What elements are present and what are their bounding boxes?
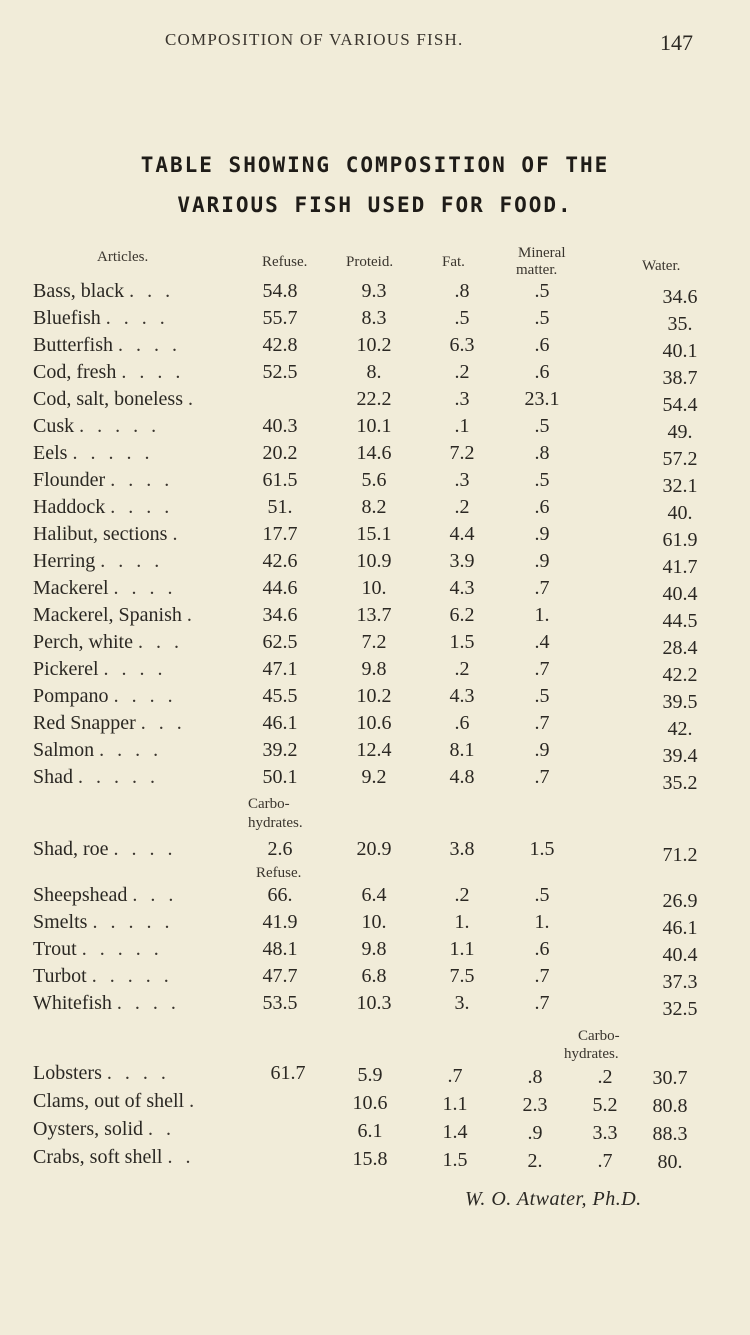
cell-refuse: 46.1 bbox=[262, 712, 298, 734]
cell-proteid: 13.7 bbox=[356, 604, 392, 626]
cell-water: 35. bbox=[667, 313, 693, 335]
leader-dots: . . bbox=[148, 1118, 175, 1140]
leader-dots: . . . . bbox=[110, 469, 174, 491]
article-name bbox=[33, 388, 197, 411]
cell-proteid: 20.9 bbox=[356, 838, 392, 860]
table-title-line-1: TABLE SHOWING COMPOSITION OF THE bbox=[140, 153, 610, 177]
leader-dots: . . . . . bbox=[79, 415, 161, 437]
cell-fat: 1. bbox=[454, 911, 470, 933]
cell-fat: .2 bbox=[454, 884, 470, 906]
article-label: Trout bbox=[33, 938, 77, 960]
article-label: Oysters, solid bbox=[33, 1118, 143, 1140]
cell-proteid: 10.3 bbox=[356, 992, 392, 1014]
cell-water: 49. bbox=[667, 421, 693, 443]
cell-refuse: 34.6 bbox=[262, 604, 298, 626]
cell-proteid: 5.6 bbox=[361, 469, 387, 491]
header-refuse: Refuse. bbox=[262, 254, 308, 270]
leader-dots: . . . . bbox=[113, 685, 177, 707]
article-name bbox=[33, 884, 177, 907]
cell-mineral: .6 bbox=[534, 496, 550, 518]
cell-mineral: .5 bbox=[534, 469, 550, 491]
cell-water: 40. bbox=[667, 502, 693, 524]
article-label: Turbot bbox=[33, 965, 87, 987]
cell-water: 32.1 bbox=[662, 475, 698, 497]
article-name bbox=[33, 766, 159, 789]
cell-fat: .1 bbox=[454, 415, 470, 437]
leader-dots: . . . . . bbox=[92, 911, 174, 933]
article-label: Crabs, soft shell bbox=[33, 1146, 163, 1168]
cell-proteid: 9.3 bbox=[361, 280, 387, 302]
article-label: Bass, black bbox=[33, 280, 125, 302]
cell-mineral: .8 bbox=[534, 442, 550, 464]
cell-fat: .3 bbox=[454, 388, 470, 410]
article-name bbox=[33, 631, 183, 654]
article-name bbox=[33, 712, 186, 735]
cell-fat: 1.1 bbox=[442, 1093, 468, 1115]
article-label: Eels bbox=[33, 442, 68, 464]
article-name bbox=[33, 739, 162, 762]
cell-fat: .3 bbox=[454, 469, 470, 491]
article-name bbox=[33, 1146, 194, 1169]
cell-mineral: .9 bbox=[534, 523, 550, 545]
cell-carbohydrates: 2.6 bbox=[267, 838, 293, 860]
cell-proteid: 10.2 bbox=[356, 334, 392, 356]
article-name bbox=[33, 911, 173, 934]
article-name bbox=[33, 523, 181, 546]
cell-proteid: 10.6 bbox=[352, 1092, 388, 1114]
cell-water: 34.6 bbox=[662, 286, 698, 308]
header-fat: Fat. bbox=[442, 254, 465, 270]
cell-refuse: 48.1 bbox=[262, 938, 298, 960]
cell-carbohydrates: 5.2 bbox=[592, 1094, 618, 1116]
cell-mineral: .7 bbox=[534, 766, 550, 788]
cell-fat: 1.5 bbox=[442, 1149, 468, 1171]
article-label: Perch, white bbox=[33, 631, 133, 653]
article-name bbox=[33, 1062, 170, 1085]
cell-refuse: 44.6 bbox=[262, 577, 298, 599]
cell-water: 42. bbox=[667, 718, 693, 740]
cell-proteid: 5.9 bbox=[357, 1064, 383, 1086]
cell-carbohydrates: .2 bbox=[597, 1066, 613, 1088]
header-mineral-line-1: Mineral bbox=[518, 245, 566, 261]
cell-refuse: 45.5 bbox=[262, 685, 298, 707]
cell-proteid: 10.2 bbox=[356, 685, 392, 707]
article-label: Flounder bbox=[33, 469, 106, 491]
cell-mineral: .7 bbox=[534, 992, 550, 1014]
cell-refuse: 17.7 bbox=[262, 523, 298, 545]
leader-dots: . . . . bbox=[118, 334, 181, 356]
cell-water: 30.7 bbox=[652, 1067, 688, 1089]
header-mineral-line-2: matter. bbox=[516, 262, 558, 278]
cell-mineral: 23.1 bbox=[524, 388, 560, 410]
leader-dots: . . . . bbox=[116, 992, 180, 1014]
cell-refuse: 55.7 bbox=[262, 307, 298, 329]
article-name bbox=[33, 442, 153, 465]
cell-mineral: .6 bbox=[534, 938, 550, 960]
article-name bbox=[33, 550, 163, 573]
cell-water: 61.9 bbox=[662, 529, 698, 551]
article-label: Bluefish bbox=[33, 307, 101, 329]
cell-fat: 4.3 bbox=[449, 577, 475, 599]
cell-water: 40.4 bbox=[662, 944, 698, 966]
cell-fat: 6.2 bbox=[449, 604, 475, 626]
cell-water: 41.7 bbox=[662, 556, 698, 578]
cell-water: 46.1 bbox=[662, 917, 698, 939]
cell-mineral: 2.3 bbox=[522, 1094, 548, 1116]
cell-water: 39.4 bbox=[662, 745, 698, 767]
cell-refuse: 47.1 bbox=[262, 658, 298, 680]
cell-proteid: 10.1 bbox=[356, 415, 392, 437]
cell-proteid: 10.9 bbox=[356, 550, 392, 572]
cell-water: 88.3 bbox=[652, 1123, 688, 1145]
cell-refuse: 62.5 bbox=[262, 631, 298, 653]
cell-mineral: .5 bbox=[534, 280, 550, 302]
article-name bbox=[33, 361, 184, 384]
cell-water: 35.2 bbox=[662, 772, 698, 794]
cell-proteid: 15.8 bbox=[352, 1148, 388, 1170]
article-name bbox=[33, 415, 160, 438]
cell-proteid: 22.2 bbox=[356, 388, 392, 410]
cell-mineral: .7 bbox=[534, 658, 550, 680]
leader-dots: . . . . bbox=[106, 1062, 170, 1084]
leader-dots: . . . . bbox=[121, 361, 185, 383]
leader-dots: . . bbox=[167, 1146, 195, 1168]
header-articles: Articles. bbox=[97, 249, 149, 265]
cell-mineral: .5 bbox=[534, 307, 550, 329]
cell-fat: .5 bbox=[454, 307, 470, 329]
table-title-line-2: VARIOUS FISH USED FOR FOOD. bbox=[177, 193, 573, 217]
header-proteid: Proteid. bbox=[346, 254, 394, 270]
cell-mineral: 1.5 bbox=[529, 838, 555, 860]
cell-mineral: .5 bbox=[534, 685, 550, 707]
leader-dots: . bbox=[188, 388, 197, 410]
article-label: Cod, salt, boneless bbox=[33, 388, 183, 410]
cell-water: 80. bbox=[657, 1151, 683, 1173]
cell-proteid: 8.2 bbox=[361, 496, 387, 518]
leader-dots: . . . bbox=[129, 280, 175, 302]
article-label: Sheepshead bbox=[33, 884, 128, 906]
article-label: Herring bbox=[33, 550, 96, 572]
leader-dots: . . . . bbox=[113, 838, 177, 860]
cell-fat: 3.8 bbox=[449, 838, 475, 860]
cell-water: 44.5 bbox=[662, 610, 698, 632]
cell-water: 57.2 bbox=[662, 448, 698, 470]
page-number: 147 bbox=[660, 30, 693, 55]
leader-dots: . . . . bbox=[103, 658, 167, 680]
cell-mineral: .9 bbox=[527, 1122, 543, 1144]
cell-refuse: 61.5 bbox=[262, 469, 298, 491]
cell-proteid: 10.6 bbox=[356, 712, 392, 734]
cell-water: 39.5 bbox=[662, 691, 698, 713]
cell-water: 80.8 bbox=[652, 1095, 688, 1117]
article-label: Red Snapper bbox=[33, 712, 136, 734]
article-name bbox=[33, 938, 163, 961]
cell-mineral: .9 bbox=[534, 550, 550, 572]
article-name bbox=[33, 307, 169, 330]
cell-mineral: .4 bbox=[534, 631, 550, 653]
article-label: Salmon bbox=[33, 739, 95, 761]
cell-fat: 7.5 bbox=[449, 965, 475, 987]
cell-proteid: 12.4 bbox=[356, 739, 392, 761]
cell-fat: 1.1 bbox=[449, 938, 475, 960]
cell-fat: 6.3 bbox=[449, 334, 475, 356]
cell-water: 26.9 bbox=[662, 890, 698, 912]
leader-dots: . . . . . bbox=[78, 766, 159, 788]
cell-fat: 1.4 bbox=[442, 1121, 468, 1143]
cell-refuse: 20.2 bbox=[262, 442, 298, 464]
cell-fat: .6 bbox=[454, 712, 470, 734]
cell-mineral: .6 bbox=[534, 334, 550, 356]
article-name bbox=[33, 334, 181, 357]
cell-proteid: 14.6 bbox=[356, 442, 392, 464]
cell-proteid: 10. bbox=[361, 911, 387, 933]
carbo-label-line-1: Carbo- bbox=[248, 796, 290, 812]
cell-water: 40.1 bbox=[662, 340, 698, 362]
cell-mineral: .5 bbox=[534, 884, 550, 906]
cell-mineral: 2. bbox=[527, 1150, 543, 1172]
cell-proteid: 9.2 bbox=[361, 766, 387, 788]
article-name bbox=[33, 965, 173, 988]
leader-dots: . . . bbox=[132, 884, 178, 906]
cell-water: 71.2 bbox=[662, 844, 698, 866]
cell-fat: 7.2 bbox=[449, 442, 475, 464]
cell-carbohydrates: .7 bbox=[597, 1150, 613, 1172]
cell-proteid: 7.2 bbox=[361, 631, 387, 653]
carbo-label-line-2: hydrates. bbox=[248, 815, 303, 831]
cell-fat: 4.3 bbox=[449, 685, 475, 707]
signature: W. O. Atwater, Ph.D. bbox=[465, 1188, 642, 1210]
cell-refuse: 61.7 bbox=[270, 1062, 306, 1084]
leader-dots: . bbox=[189, 1090, 199, 1112]
cell-refuse: 51. bbox=[267, 496, 293, 518]
leader-dots: . . . bbox=[137, 631, 183, 653]
cell-proteid: 9.8 bbox=[361, 658, 387, 680]
cell-fat: 8.1 bbox=[449, 739, 475, 761]
article-label: Mackerel bbox=[33, 577, 109, 599]
cell-proteid: 10. bbox=[361, 577, 387, 599]
article-label: Halibut, sections bbox=[33, 523, 168, 545]
cell-fat: 4.4 bbox=[449, 523, 475, 545]
cell-water: 38.7 bbox=[662, 367, 698, 389]
cell-fat: .8 bbox=[454, 280, 470, 302]
cell-refuse: 42.6 bbox=[262, 550, 298, 572]
article-name bbox=[33, 685, 177, 708]
cell-proteid: 6.8 bbox=[361, 965, 387, 987]
cell-proteid: 6.1 bbox=[357, 1120, 383, 1142]
article-name bbox=[33, 496, 173, 519]
cell-proteid: 6.4 bbox=[361, 884, 387, 906]
cell-proteid: 8. bbox=[366, 361, 382, 383]
cell-fat: .7 bbox=[447, 1065, 463, 1087]
article-name bbox=[33, 1090, 198, 1113]
cell-refuse: 47.7 bbox=[262, 965, 298, 987]
leader-dots: . . . . bbox=[113, 577, 177, 599]
cell-refuse: 53.5 bbox=[262, 992, 298, 1014]
article-label: Shad, roe bbox=[33, 838, 109, 860]
cell-refuse: 52.5 bbox=[262, 361, 298, 383]
cell-proteid: 15.1 bbox=[356, 523, 392, 545]
article-name bbox=[33, 838, 177, 861]
refuse-label: Refuse. bbox=[256, 865, 302, 881]
article-name bbox=[33, 992, 180, 1015]
cell-mineral: 1. bbox=[534, 911, 550, 933]
cell-refuse: 40.3 bbox=[262, 415, 298, 437]
cell-fat: .2 bbox=[454, 496, 470, 518]
shellfish-carbo-label-line-2: hydrates. bbox=[564, 1046, 619, 1062]
article-name bbox=[33, 1118, 175, 1141]
cell-water: 42.2 bbox=[662, 664, 698, 686]
cell-fat: 1.5 bbox=[449, 631, 475, 653]
cell-water: 54.4 bbox=[662, 394, 698, 416]
cell-refuse: 39.2 bbox=[262, 739, 298, 761]
shellfish-carbo-label-line-1: Carbo- bbox=[578, 1028, 620, 1044]
article-label: Shad bbox=[33, 766, 73, 788]
cell-refuse: 66. bbox=[267, 884, 293, 906]
cell-refuse: 41.9 bbox=[262, 911, 298, 933]
leader-dots: . . . . . bbox=[72, 442, 154, 464]
cell-proteid: 8.3 bbox=[361, 307, 387, 329]
article-label: Mackerel, Spanish bbox=[33, 604, 182, 626]
cell-water: 40.4 bbox=[662, 583, 698, 605]
leader-dots: . bbox=[172, 523, 182, 545]
cell-mineral: .7 bbox=[534, 965, 550, 987]
cell-refuse: 54.8 bbox=[262, 280, 298, 302]
cell-mineral: .9 bbox=[534, 739, 550, 761]
article-label: Whitefish bbox=[33, 992, 112, 1014]
cell-proteid: 9.8 bbox=[361, 938, 387, 960]
article-label: Haddock bbox=[33, 496, 106, 518]
header-water: Water. bbox=[642, 258, 681, 274]
leader-dots: . . . . bbox=[100, 550, 164, 572]
cell-mineral: 1. bbox=[534, 604, 550, 626]
cell-fat: 3.9 bbox=[449, 550, 475, 572]
article-label: Cusk bbox=[33, 415, 75, 437]
cell-fat: .2 bbox=[454, 658, 470, 680]
cell-water: 28.4 bbox=[662, 637, 698, 659]
leader-dots: . . . bbox=[140, 712, 186, 734]
cell-mineral: .7 bbox=[534, 577, 550, 599]
cell-carbohydrates: 3.3 bbox=[592, 1122, 618, 1144]
leader-dots: . . . . bbox=[99, 739, 163, 761]
article-label: Clams, out of shell bbox=[33, 1090, 185, 1112]
cell-water: 32.5 bbox=[662, 998, 698, 1020]
cell-mineral: .8 bbox=[527, 1066, 543, 1088]
cell-mineral: .6 bbox=[534, 361, 550, 383]
cell-water: 37.3 bbox=[662, 971, 698, 993]
cell-fat: .2 bbox=[454, 361, 470, 383]
leader-dots: . . . . . bbox=[91, 965, 173, 987]
article-label: Pickerel bbox=[33, 658, 99, 680]
leader-dots: . . . . bbox=[110, 496, 174, 518]
article-label: Smelts bbox=[33, 911, 88, 933]
article-name bbox=[33, 604, 196, 627]
cell-fat: 4.8 bbox=[449, 766, 475, 788]
leader-dots: . . . . . bbox=[81, 938, 163, 960]
article-name bbox=[33, 658, 167, 681]
cell-mineral: .5 bbox=[534, 415, 550, 437]
cell-fat: 3. bbox=[454, 992, 470, 1014]
article-label: Cod, fresh bbox=[33, 361, 117, 383]
cell-mineral: .7 bbox=[534, 712, 550, 734]
article-name bbox=[33, 577, 177, 600]
article-label: Lobsters bbox=[33, 1062, 102, 1084]
article-label: Pompano bbox=[33, 685, 109, 707]
cell-refuse: 50.1 bbox=[262, 766, 298, 788]
running-head: COMPOSITION OF VARIOUS FISH. bbox=[165, 30, 464, 49]
article-name bbox=[33, 469, 173, 492]
leader-dots: . . . . bbox=[105, 307, 169, 329]
cell-refuse: 42.8 bbox=[262, 334, 298, 356]
article-label: Butterfish bbox=[33, 334, 113, 356]
article-name bbox=[33, 280, 174, 303]
leader-dots: . bbox=[186, 604, 196, 626]
